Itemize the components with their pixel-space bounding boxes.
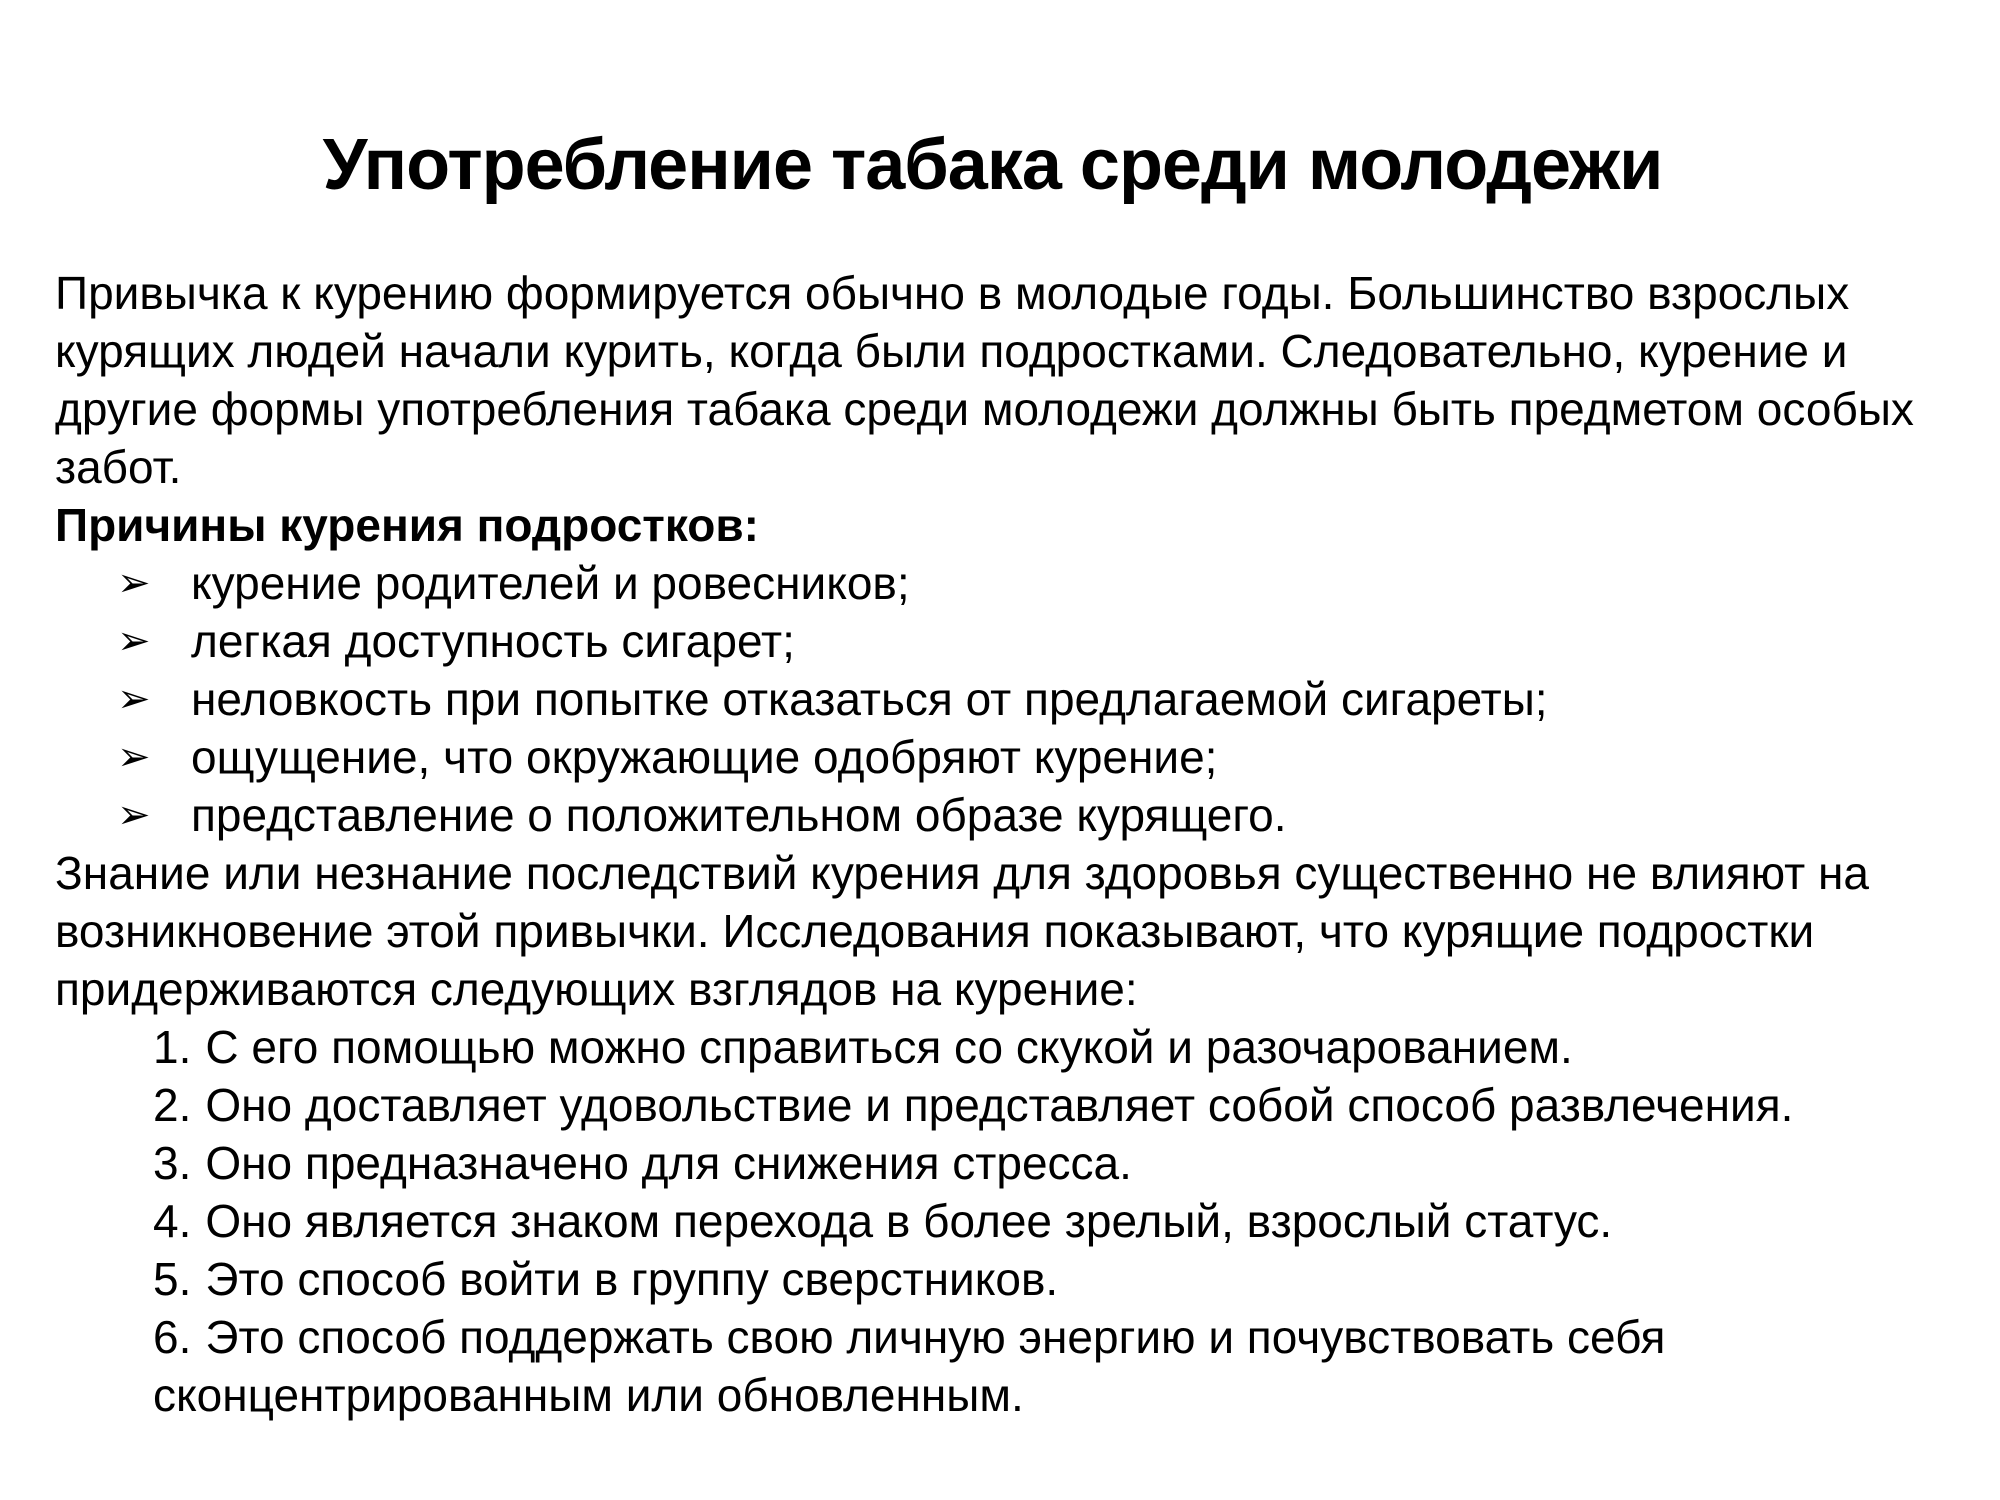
list-item [55,612,1930,670]
list-item [153,1192,1930,1250]
views-list [55,1018,1930,1424]
list-item-number: 2. [153,1078,192,1131]
list-item [153,1134,1930,1192]
list-item-number: 3. [153,1136,192,1189]
list-item-number: 6. [153,1310,192,1363]
page-title: Употребление табака среди молодежи [322,125,1663,205]
list-item-number: 5. [153,1252,192,1305]
list-item-text: Оно является знаком перехода в более зрелый, взрослый статус. [205,1194,1613,1247]
intro-paragraph: Привычка к курению формируется обычно в молодые годы. Большинство взрослых курящих людей начали курить, когда были подростками. Следовательно, курение и другие формы употребления табака среди молодежи должны быть предметом особых забот. [55,266,1914,493]
arrow-bullet-icon: ➢ [117,559,151,606]
list-item-text: курение родителей и ровесников; [191,556,910,609]
list-item-number: 1. [153,1020,192,1073]
arrow-bullet-icon: ➢ [117,617,151,664]
list-item-text: Это способ поддержать свою личную энергию и почувствовать себя сконцентрированным или обновленным. [153,1310,1666,1421]
arrow-bullet-icon: ➢ [117,791,151,838]
list-item-number: 4. [153,1194,192,1247]
list-item [153,1308,1930,1424]
list-item [153,1018,1930,1076]
list-item [55,786,1930,844]
list-item-text: неловкость при попытке отказаться от предлагаемой сигареты; [191,672,1548,725]
list-item [153,1250,1930,1308]
arrow-bullet-icon: ➢ [117,675,151,722]
knowledge-paragraph: Знание или незнание последствий курения для здоровья существенно не влияют на возникновение этой привычки. Исследования показывают, что курящие подростки придерживаются следующих взглядов на курение: [55,846,1869,1015]
list-item-text: легкая доступность сигарет; [191,614,795,667]
list-item-text: С его помощью можно справиться со скукой и разочарованием. [205,1020,1573,1073]
list-item [55,670,1930,728]
list-item [55,554,1930,612]
list-item-text: Оно предназначено для снижения стресса. [205,1136,1132,1189]
list-item-text: Оно доставляет удовольствие и представляет собой способ развлечения. [205,1078,1794,1131]
arrow-bullet-icon: ➢ [117,733,151,780]
reasons-list [55,554,1930,844]
list-item [55,728,1930,786]
list-item [153,1076,1930,1134]
list-item-text: представление о положительном образе курящего. [191,788,1287,841]
reasons-heading: Причины курения подростков: [55,498,759,551]
list-item-text: Это способ войти в группу сверстников. [205,1252,1059,1305]
list-item-text: ощущение, что окружающие одобряют курение; [191,730,1218,783]
